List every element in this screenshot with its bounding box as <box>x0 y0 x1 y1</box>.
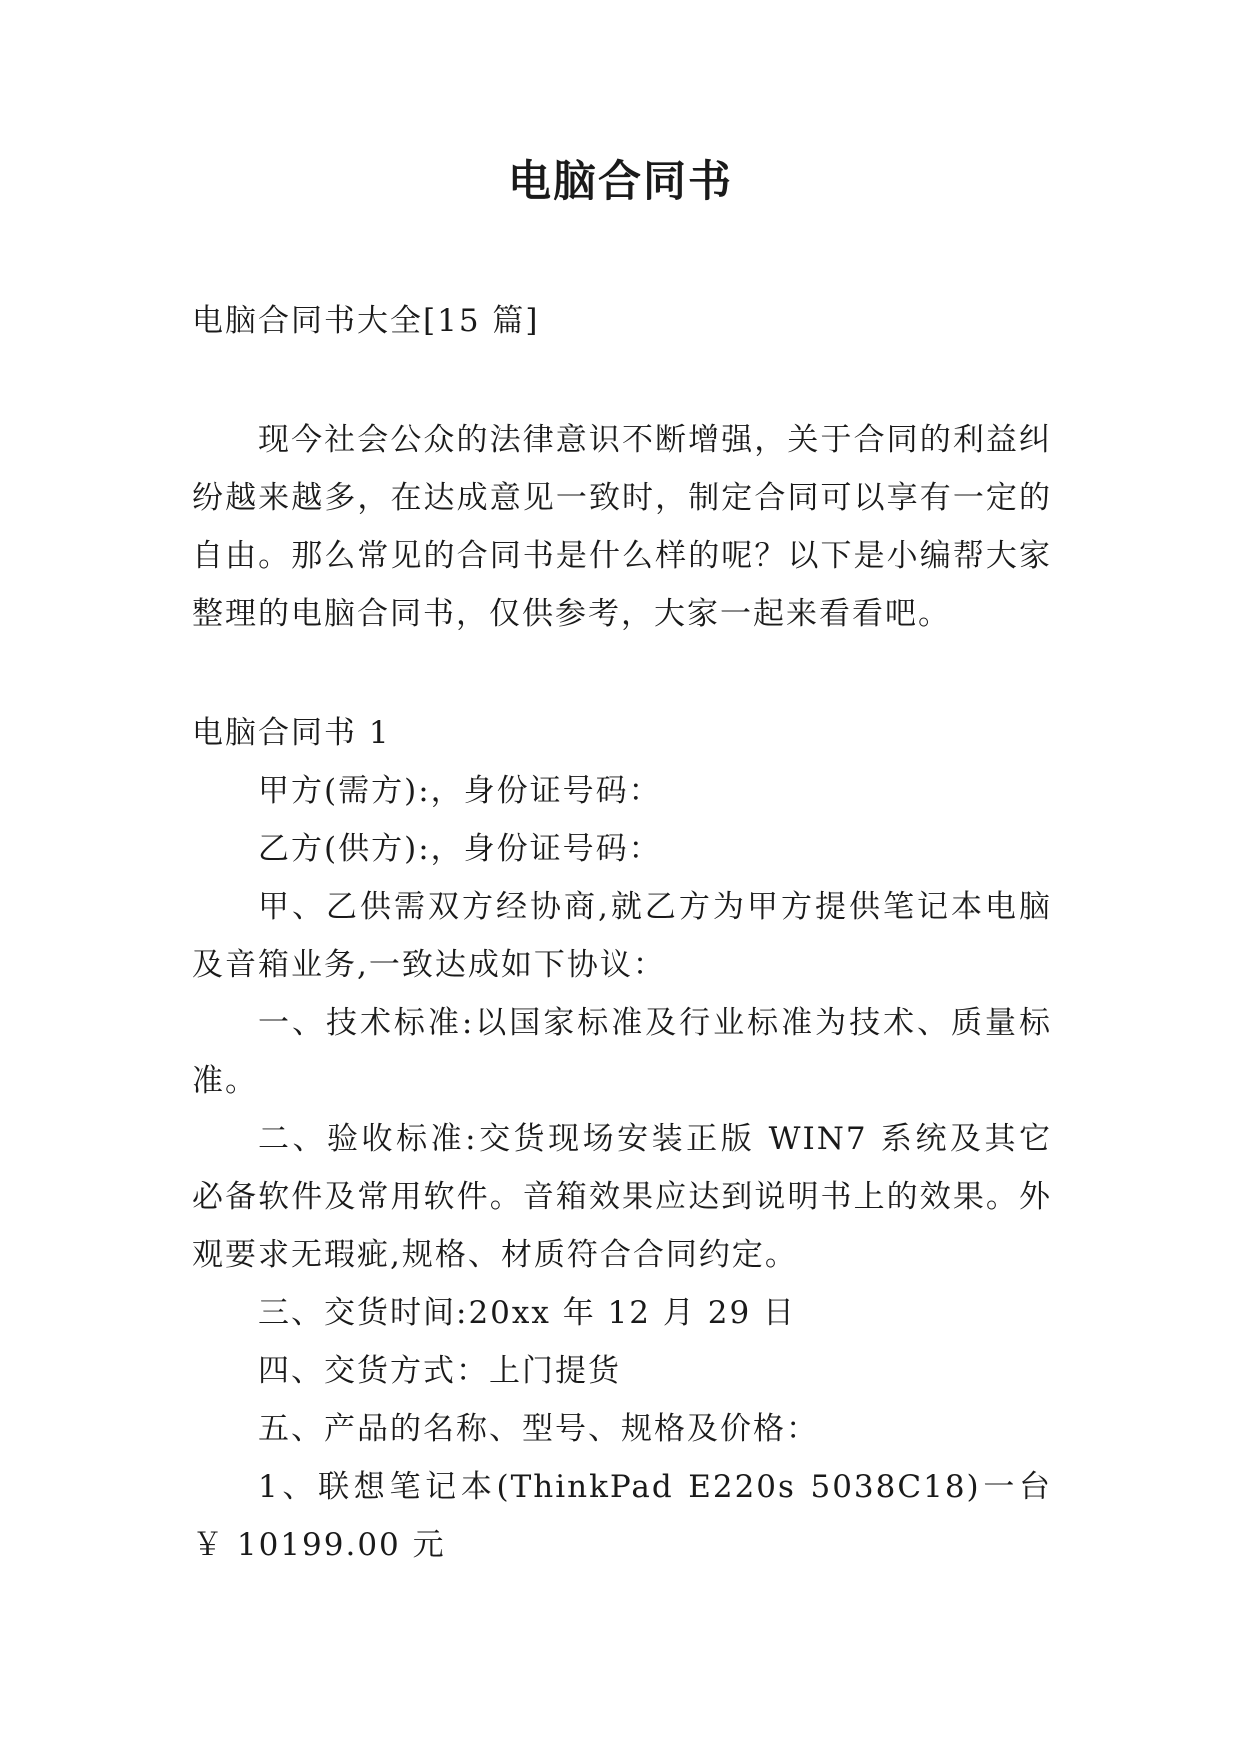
party-b-line: 乙方(供方):，身份证号码： <box>258 831 662 867</box>
agreement-paragraph: 甲、乙供需双方经协商,就乙方为甲方提供笔记本电脑及音箱业务,一致达成如下协议： <box>192 889 1052 983</box>
clause-acceptance-standard: 二、验收标准:交货现场安装正版 WIN7 系统及其它必备软件及常用软件。音箱效果应达到说明书上的效果。外观要求无瑕疵,规格、材质符合合同约定。 <box>192 1121 1052 1273</box>
party-a-line: 甲方(需方):，身份证号码： <box>258 773 662 809</box>
document-body <box>192 292 1052 1574</box>
clause-delivery-method: 四、交货方式：上门提货 <box>258 1353 621 1389</box>
section-heading: 电脑合同书 1 <box>192 715 391 751</box>
document-title: 电脑合同书 <box>508 157 733 207</box>
clause-technical-standard: 一、技术标准:以国家标准及行业标准为技术、质量标准。 <box>192 1005 1052 1099</box>
clause-delivery-time: 三、交货时间:20xx 年 12 月 29 日 <box>258 1295 797 1331</box>
document-subtitle: 电脑合同书大全[15 篇] <box>192 303 540 339</box>
intro-paragraph: 现今社会公众的法律意识不断增强，关于合同的利益纠纷越来越多，在达成意见一致时，制定合同可以享有一定的自由。那么常见的合同书是什么样的呢？以下是小编帮大家整理的电脑合同书，仅供参考，大家一起来看看吧。 <box>192 422 1052 632</box>
clause-product-list: 五、产品的名称、型号、规格及价格： <box>258 1411 819 1447</box>
product-item-laptop: 1、联想笔记本(ThinkPad E220s 5038C18)一台￥ 10199.00 元 <box>192 1469 1052 1563</box>
